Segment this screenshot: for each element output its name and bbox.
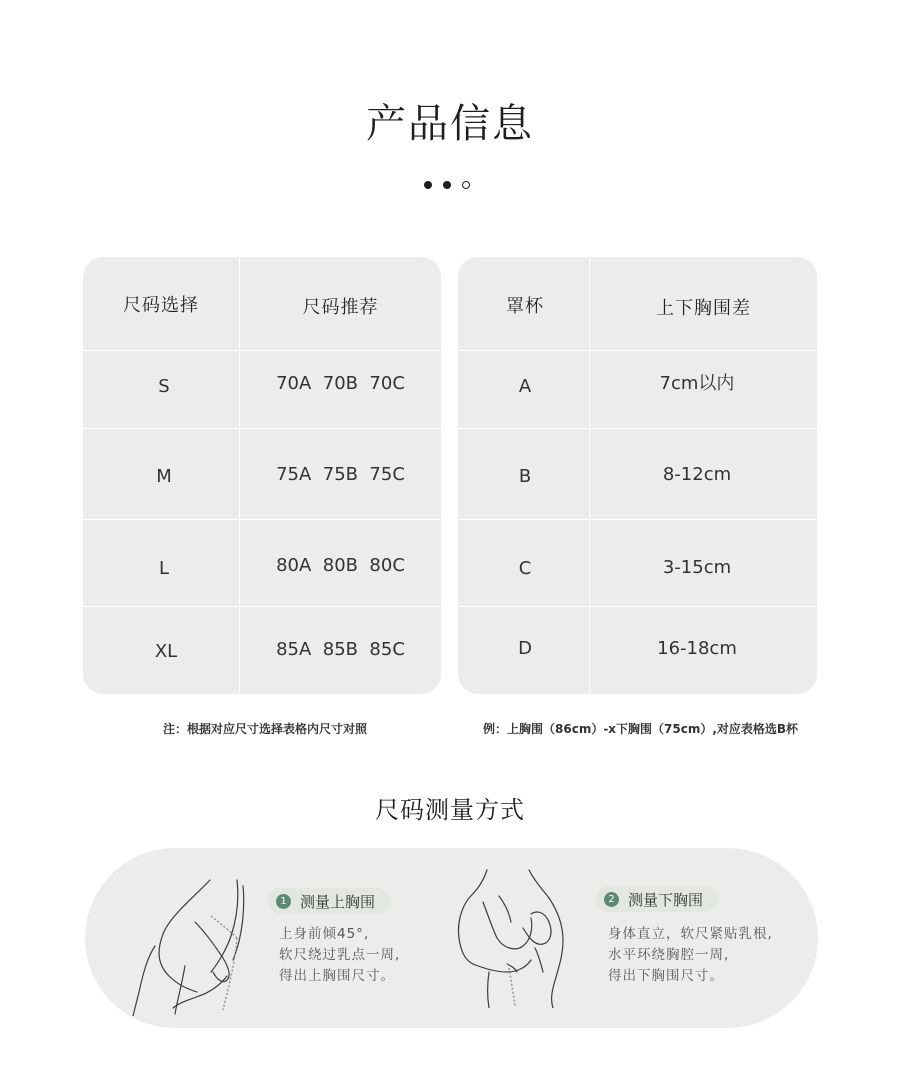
step-2-line: 身体直立，软尺紧贴乳根, [608,926,773,942]
step-2-description [608,924,773,987]
size-cell: S [158,375,170,397]
step-2-line: 水平环绕胸腔一周, [608,947,730,963]
step-1-line: 得出上胸围尺寸。 [279,968,395,984]
recommend-cell: 85A 85B 85C [276,638,405,660]
header-size-recommend: 尺码推荐 [302,296,379,318]
header-size-select: 尺码选择 [123,294,199,316]
header-diff: 上下胸围差 [656,297,751,319]
size-table [83,257,441,694]
step-1-badge [268,888,391,914]
step-1-description [279,924,400,987]
dot-filled [424,181,432,189]
dot-empty [462,181,470,189]
dot-filled [443,181,451,189]
step-2-line: 得出下胸围尺寸。 [608,968,724,984]
recommend-cell: 75A 75B 75C [276,463,405,485]
step-1-line: 上身前倾45°, [279,926,370,942]
cup-cell: D [518,637,532,659]
size-cell: XL [154,640,178,662]
step-1-label: 测量上胸围 [300,892,376,911]
diff-cell: 16-18cm [657,637,737,659]
recommend-cell: 80A 80B 80C [276,554,405,576]
step-1-number: 1 [276,894,291,909]
recommend-cell: 70A 70B 70C [276,372,405,394]
cup-table-note: 例：上胸围（86cm）-x下胸围（75cm）,对应表格选B杯 [483,722,799,736]
step-2-badge [596,886,719,912]
header-cup: 罩杯 [506,295,544,317]
cup-cell: A [518,375,532,397]
standing-figure-illustration [453,868,573,1008]
size-cell: M [156,466,172,487]
step-2-label: 测量下胸围 [628,890,704,909]
cup-table [458,257,817,694]
lean-figure-illustration [125,876,265,1016]
measure-title: 尺码测量方式 [375,796,525,824]
diff-cell: 8-12cm [662,463,732,485]
cup-cell: B [518,466,532,487]
measure-panel [85,848,818,1028]
size-cell: L [158,557,170,579]
page-title: 产品信息 [366,101,534,147]
step-1-line: 软尺绕过乳点一周, [279,947,401,963]
diff-cell: 3-15cm [662,556,732,578]
step-2-number: 2 [604,892,619,907]
size-table-note: 注：根据对应尺寸选择表格内尺寸对照 [163,722,368,736]
pagination-dots [424,181,470,189]
cup-cell: C [518,557,532,579]
diff-cell: 7cm以内 [659,373,735,394]
